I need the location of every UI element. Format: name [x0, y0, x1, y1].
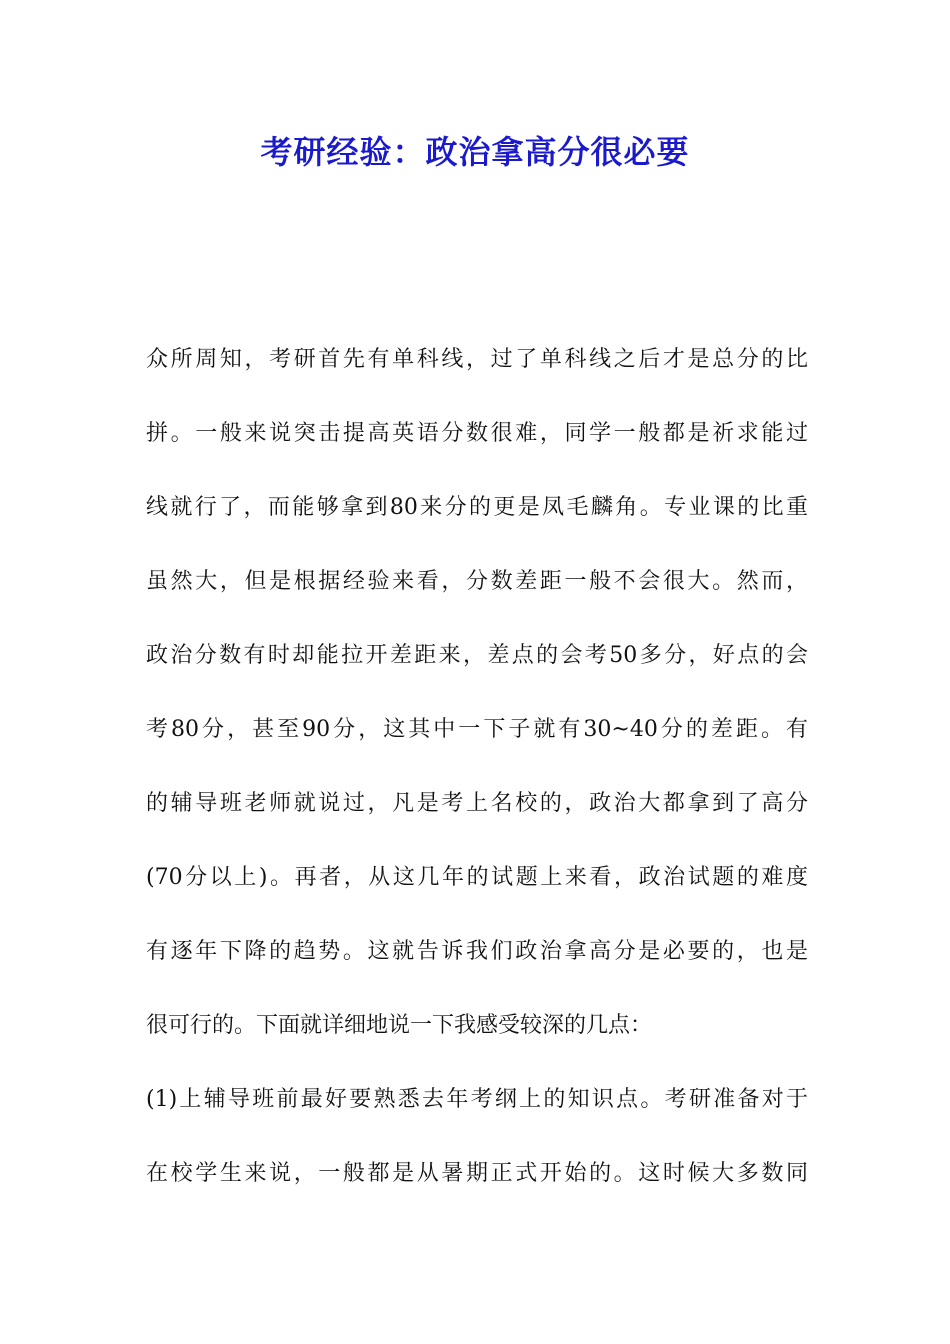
text-line: 考80分，甚至90分，这其中一下子就有30~40分的差距。有: [146, 717, 808, 742]
text-line: 很可行的。下面就详细地说一下我感受较深的几点：: [146, 1013, 653, 1038]
text-line: 政治分数有时却能拉开差距来，差点的会考50多分，好点的会: [146, 643, 808, 668]
text-line: 在校学生来说，一般都是从暑期正式开始的。这时候大多数同: [146, 1161, 808, 1186]
text-line: (1)上辅导班前最好要熟悉去年考纲上的知识点。考研准备对于: [146, 1087, 808, 1112]
body-text: [146, 340, 808, 1228]
text-line: 线就行了，而能够拿到80来分的更是凤毛麟角。专业课的比重: [146, 495, 808, 520]
text-line: 众所周知，考研首先有单科线，过了单科线之后才是总分的比: [146, 347, 808, 372]
document-title: 考研经验：政治拿高分很必要: [260, 133, 690, 171]
text-line: 虽然大，但是根据经验来看，分数差距一般不会很大。然而，: [146, 569, 808, 594]
text-line: 的辅导班老师就说过，凡是考上名校的，政治大都拿到了高分: [146, 791, 808, 816]
text-line: 拼。一般来说突击提高英语分数很难，同学一般都是祈求能过: [146, 421, 808, 446]
text-line: (70分以上)。再者，从这几年的试题上来看，政治试题的难度: [146, 865, 808, 890]
text-line: 有逐年下降的趋势。这就告诉我们政治拿高分是必要的，也是: [146, 939, 808, 964]
